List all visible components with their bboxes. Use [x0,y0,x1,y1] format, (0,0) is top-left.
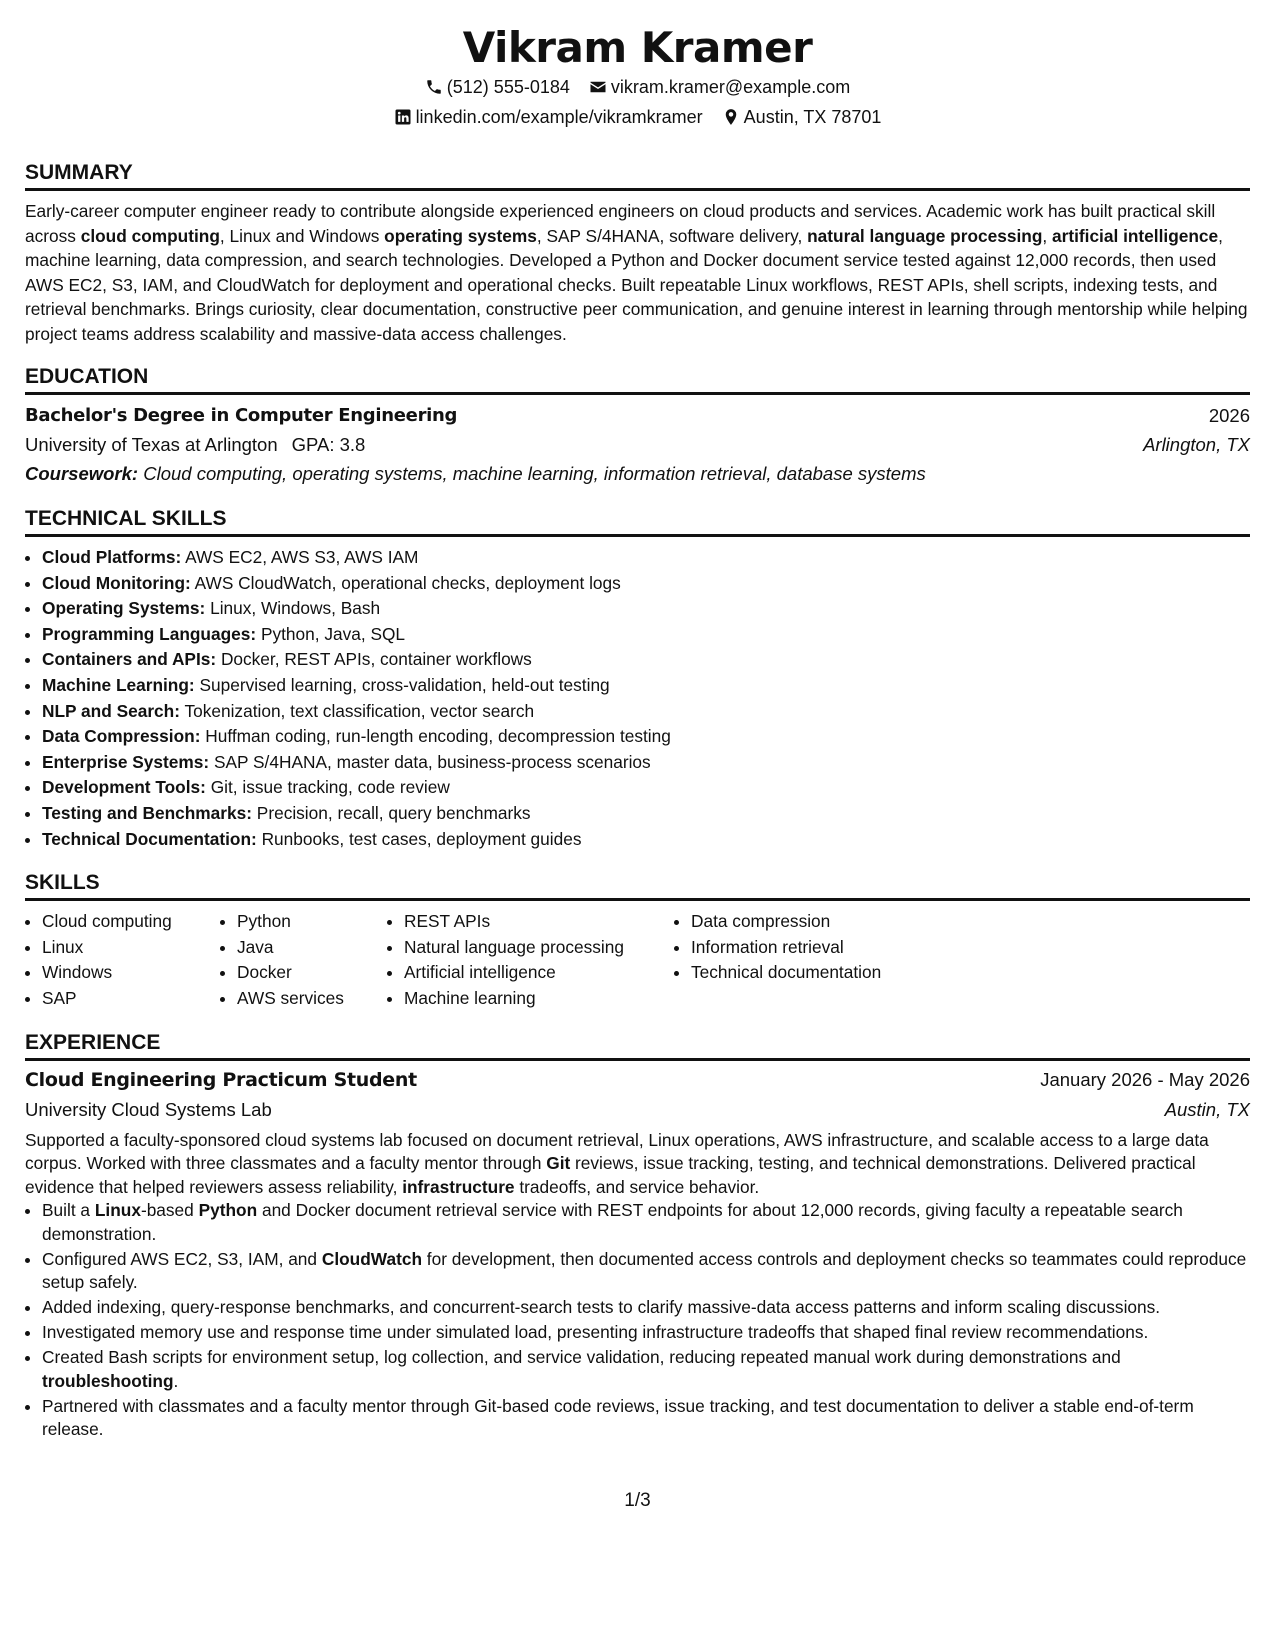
list-item: • Operating Systems: Linux, Windows, Bash [42,596,1250,622]
technical-skills-section [25,506,1250,852]
phone-number: (512) 555-0184 [446,77,570,97]
list-item: • Cloud Monitoring: AWS CloudWatch, operational checks, deployment logs [42,571,1250,597]
map-pin-icon [722,108,740,126]
list-item: • Data Compression: Huffman coding, run-length encoding, decompression testing [42,724,1250,750]
summary-paragraph: Early-career computer engineer ready to contribute alongside experienced engineers on cloud products and services. Academic work has built practical skill across cloud computing, Linux and Windows operating systems, SAP S/4HANA, software delivery, natural language processing, artificial intelligence, machine learning, data compression, and search technologies. Developed a Python and Docker document service tested against 12,000 records, then used AWS EC2, S3, IAM, and CloudWatch for deployment and operational checks. Built repeatable Linux workflows, REST APIs, shell scripts, indexing tests, and retrieval benchmarks. Brings curiosity, clear documentation, constructive peer communication, and genuine interest in learning through mentorship while helping project teams address scalability and massive-data access challenges. [25,201,1248,344]
list-item: • Technical documentation [691,960,951,986]
list-item: • Windows [42,960,220,986]
list-item: • Docker [237,960,387,986]
list-item: • SAP [42,986,220,1012]
page-number: 1/3 [624,1490,651,1511]
linkedin-icon [394,108,412,126]
list-item: • Java [237,935,387,961]
gpa: GPA: 3.8 [291,434,366,455]
list-item: • Enterprise Systems: SAP S/4HANA, master data, business-process scenarios [42,750,1250,776]
linkedin-contact[interactable] [394,106,703,128]
linkedin-url[interactable]: linkedin.com/example/vikramkramer [415,107,703,127]
list-item: • Linux [42,935,220,961]
skills-column [25,909,220,1011]
list-item: • Artificial intelligence [404,960,674,986]
education-section [25,364,1250,488]
list-item: • Cloud computing [42,909,220,935]
section-title-technical-skills: TECHNICAL SKILLS [25,506,1250,537]
graduation-year: 2026 [1208,405,1250,426]
list-item: • Created Bash scripts for environment setup, log collection, and service validation, reducing repeated manual work during demonstrations and troubleshooting. [42,1346,1250,1393]
list-item: • Machine Learning: Supervised learning, cross-validation, held-out testing [42,673,1250,699]
experience-section [25,1030,1250,1442]
list-item: • Built a Linux-based Python and Docker document retrieval service with REST endpoints for about 12,000 records, giving faculty a repeatable search demonstration. [42,1199,1250,1246]
list-item: • Partnered with classmates and a faculty mentor through Git-based code reviews, issue tracking, and test documentation to deliver a stable end-of-term release. [42,1395,1250,1442]
coursework [25,459,1250,488]
job-dates: January 2026 - May 2026 [1040,1068,1250,1090]
list-item: • Containers and APIs: Docker, REST APIs, container workflows [42,647,1250,673]
list-item: • REST APIs [404,909,674,935]
summary-section [25,160,1250,346]
list-item: • NLP and Search: Tokenization, text classification, vector search [42,699,1250,725]
contact-info [25,76,1250,128]
envelope-icon [589,78,607,96]
phone-contact [425,76,570,98]
location-text: Austin, TX 78701 [743,107,882,127]
list-item: • Programming Languages: Python, Java, SQL [42,622,1250,648]
section-title-experience: EXPERIENCE [25,1030,1250,1061]
list-item: • Development Tools: Git, issue tracking, code review [42,775,1250,801]
school-name: University of Texas at Arlington [25,434,278,455]
section-title-summary: SUMMARY [25,160,1250,191]
list-item: • Information retrieval [691,935,951,961]
list-item: • Technical Documentation: Runbooks, test cases, deployment guides [42,827,1250,853]
school-location: Arlington, TX [1143,434,1250,455]
skills-column [387,909,674,1011]
job-bullets [25,1199,1250,1442]
coursework-label: Coursework: [25,463,139,484]
list-item: • Configured AWS EC2, S3, IAM, and CloudWatch for development, then documented access controls and deployment checks so teammates could reproduce setup safely. [42,1248,1250,1295]
list-item: • Machine learning [404,986,674,1012]
job-title: Cloud Engineering Practicum Student [25,1068,417,1091]
list-item: • Natural language processing [404,935,674,961]
organization-name: University Cloud Systems Lab [25,1098,272,1120]
job-intro: Supported a faculty-sponsored cloud systems lab focused on document retrieval, Linux operations, AWS infrastructure, and scalable access to a large data corpus. Worked with three classmates and a faculty mentor through Git reviews, issue tracking, testing, and technical demonstrations. Delivered practical evidence that helped reviewers assess reliability, infrastructure tradeoffs, and service behavior. [25,1129,1209,1197]
section-title-skills: SKILLS [25,870,1250,901]
list-item: • Added indexing, query-response benchmarks, and concurrent-search tests to clarify massive-data access patterns and inform scaling discussions. [42,1296,1250,1320]
candidate-name: Vikram Kramer [462,23,813,72]
skills-column [674,909,951,1011]
email-contact[interactable] [589,76,850,98]
list-item: • AWS services [237,986,387,1012]
skills-section [25,870,1250,1011]
technical-skills-list [25,545,1250,852]
phone-icon [425,78,443,96]
list-item: • Python [237,909,387,935]
skills-columns [25,909,1250,1011]
list-item: • Testing and Benchmarks: Precision, recall, query benchmarks [42,801,1250,827]
list-item: • Data compression [691,909,951,935]
list-item: • Cloud Platforms: AWS EC2, AWS S3, AWS IAM [42,545,1250,571]
coursework-list: Cloud computing, operating systems, machine learning, information retrieval, database systems [143,463,926,484]
list-item: • Investigated memory use and response time under simulated load, presenting infrastructure tradeoffs that shaped final review recommendations. [42,1321,1250,1345]
degree-name: Bachelor's Degree in Computer Engineering [25,405,458,426]
email-address[interactable]: vikram.kramer@example.com [610,77,851,97]
skills-column [220,909,387,1011]
section-title-education: EDUCATION [25,364,1250,395]
job-location: Austin, TX [1164,1098,1250,1120]
location-contact [722,106,882,128]
